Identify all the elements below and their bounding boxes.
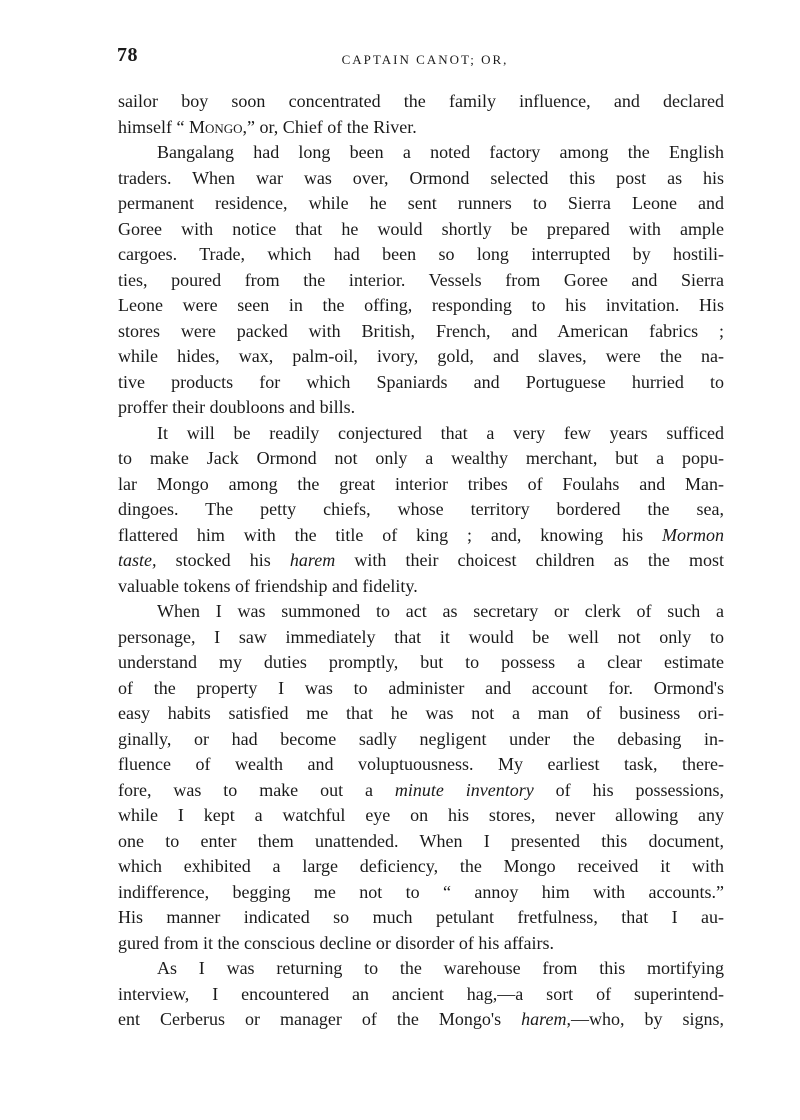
text-line: Goree with notice that he would shortly be prepared with ample: [118, 218, 724, 239]
text-line: personage, I saw immediately that it would be well not only to: [118, 626, 724, 647]
text-line: gured from it the conscious decline or disorder of his affairs.: [118, 932, 555, 953]
text-line: taste, stocked his harem with their choicest children as the most: [118, 550, 724, 570]
text-line: When I was summoned to act as secretary or clerk of such a: [157, 601, 724, 621]
running-title: CAPTAIN CANOT; OR,: [341, 52, 509, 67]
text-line: ent Cerberus or manager of the Mongo's harem,—who, by signs,: [118, 1009, 724, 1029]
text-line: valuable tokens of friendship and fidelity.: [118, 575, 418, 596]
text-line: traders. When war was over, Ormond selected this post as his: [118, 167, 724, 188]
text-line: indifference, begging me not to “ annoy him with accounts.”: [118, 881, 724, 902]
text-line: As I was returning to the warehouse from this mortifying: [157, 958, 724, 978]
text-line: Bangalang had long been a noted factory among the English: [157, 142, 724, 162]
text-line: while hides, wax, palm-oil, ivory, gold, and slaves, were the na-: [118, 346, 724, 366]
text-line: one to enter them unattended. When I presented this document,: [118, 830, 724, 851]
text-line: His manner indicated so much petulant fretfulness, that I au-: [118, 907, 724, 927]
text-line: understand my duties promptly, but to possess a clear estimate: [118, 652, 724, 672]
text-line: interview, I encountered an ancient hag,—a sort of superintend-: [118, 983, 724, 1004]
text-line: ginally, or had become sadly negligent under the debasing in-: [118, 728, 724, 749]
text-line: while I kept a watchful eye on his stores, never allowing any: [118, 805, 724, 825]
text-line: tive products for which Spaniards and Portuguese hurried to: [118, 371, 724, 392]
text-line: permanent residence, while he sent runners to Sierra Leone and: [118, 193, 724, 213]
text-line: sailor boy soon concentrated the family influence, and declared: [118, 91, 724, 111]
text-line: cargoes. Trade, which had been so long interrupted by hostili-: [118, 244, 724, 264]
text-line: himself “ Mongo,” or, Chief of the River.: [118, 116, 417, 137]
text-line: stores were packed with British, French, and American fabrics ;: [118, 320, 724, 341]
text-line: Leone were seen in the offing, responding to his invitation. His: [118, 295, 724, 315]
text-line: of the property I was to administer and account for. Ormond's: [118, 677, 724, 698]
text-line: flattered him with the title of king ; and, knowing his Mormon: [118, 524, 724, 545]
text-line: fore, was to make out a minute inventory of his possessions,: [118, 779, 724, 800]
text-line: fluence of wealth and voluptuousness. My earliest task, there-: [118, 754, 724, 774]
text-line: proffer their doubloons and bills.: [118, 397, 356, 417]
text-line: to make Jack Ormond not only a wealthy merchant, but a popu-: [118, 448, 724, 468]
text-line: dingoes. The petty chiefs, whose territory bordered the sea,: [118, 499, 724, 519]
body-text: [118, 89, 724, 1033]
page-number: 78: [117, 44, 138, 66]
text-line: lar Mongo among the great interior tribes of Foulahs and Man-: [118, 473, 724, 494]
text-line: It will be readily conjectured that a very few years sufficed: [157, 422, 724, 443]
text-line: ties, poured from the interior. Vessels from Goree and Sierra: [118, 269, 724, 290]
text-line: easy habits satisfied me that he was not a man of business ori-: [118, 703, 724, 723]
text-line: which exhibited a large deficiency, the Mongo received it with: [118, 856, 724, 876]
